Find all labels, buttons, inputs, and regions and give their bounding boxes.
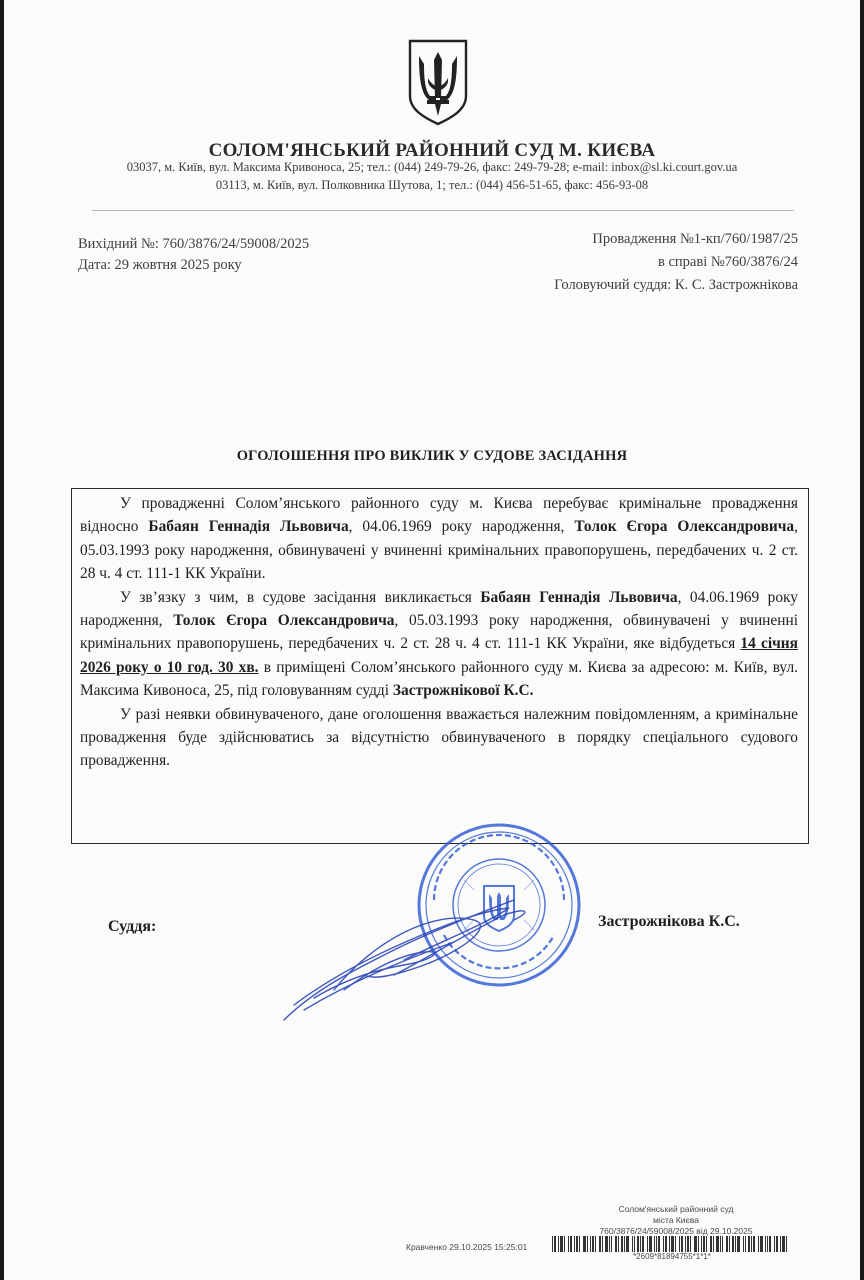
barcode-bar [776, 1236, 778, 1252]
barcode-bar [647, 1236, 648, 1252]
barcode-bar [558, 1236, 559, 1252]
court-address-1: 03037, м. Київ, вул. Максима Кривоноса, 25; тел.: (044) 249-79-26, факс: 249-79-28; e-mail: inbox@sl.ki.court.gov.ua [126, 160, 738, 174]
barcode-bar [729, 1236, 730, 1252]
judge-label: Суддя: [108, 918, 157, 935]
barcode-bar [722, 1236, 723, 1252]
barcode-bar [710, 1236, 712, 1252]
barcode-bar [751, 1236, 752, 1252]
barcode-bar [698, 1236, 699, 1252]
barcode-bar [587, 1236, 588, 1252]
barcode-bar [574, 1236, 575, 1252]
handwritten-signature-icon [274, 880, 544, 1030]
barcode-bar [720, 1236, 721, 1252]
barcode-bar [634, 1236, 635, 1252]
barcode-bar [703, 1236, 705, 1252]
barcode-bar [595, 1236, 596, 1252]
barcode-bar [753, 1236, 755, 1252]
barcode-bar [663, 1236, 664, 1252]
barcode-bar [726, 1236, 728, 1252]
barcode-bar [745, 1236, 746, 1252]
barcode-bar [681, 1236, 683, 1252]
barcode-bar [758, 1236, 759, 1252]
header-divider [92, 210, 794, 211]
document-page [4, 0, 860, 1280]
barcode-bar [590, 1236, 591, 1252]
barcode-bar [579, 1236, 580, 1252]
barcode-bar [658, 1236, 660, 1252]
barcode-bar [649, 1236, 652, 1252]
presiding-judge: Головуючий суддя: К. С. Застрожнікова [554, 277, 798, 293]
barcode-bar [782, 1236, 785, 1252]
barcode-bar [626, 1236, 629, 1252]
barcode-bar [786, 1236, 787, 1252]
barcode-bar [671, 1236, 674, 1252]
barcode-bar [592, 1236, 594, 1252]
barcode-bar [685, 1236, 686, 1252]
barcode-bar [716, 1236, 719, 1252]
barcode-bar [679, 1236, 680, 1252]
barcode-bar [605, 1236, 608, 1252]
barcode-bar [632, 1236, 633, 1252]
court-name: СОЛОМ'ЯНСЬКИЙ РАЙОННИЙ СУД М. КИЄВА [208, 140, 656, 161]
barcode-bar [767, 1236, 768, 1252]
judge-signature-name: Застрожнікова К.С. [598, 913, 740, 930]
barcode-bar [748, 1236, 750, 1252]
barcode-bar [560, 1236, 563, 1252]
barcode-bar [694, 1236, 697, 1252]
barcode-bar [737, 1236, 740, 1252]
judge-name-inline: Застрожнікової К.С. [392, 682, 534, 700]
barcode-bar [690, 1236, 691, 1252]
announcement-body [71, 488, 809, 844]
barcode-bar [732, 1236, 734, 1252]
barcode-bar [568, 1236, 569, 1252]
paragraph-3: У разі неявки обвинуваченого, дане оголошення вважається належним повідомленням, а кримінальне провадження буде здійснюватись за відсутністю обвинуваченого в порядку спеціального судового провадження. [80, 705, 798, 770]
barcode-bar [618, 1236, 619, 1252]
registration-stamp: Солом'янський районний суд міста Києва 760/3876/24/59008/2025 від 29.10.2025 [599, 1204, 753, 1236]
announcement-title: ОГОЛОШЕННЯ ПРО ВИКЛИК У СУДОВЕ ЗАСІДАННЯ [236, 448, 628, 464]
barcode-bar [780, 1236, 781, 1252]
barcode-bar [701, 1236, 702, 1252]
barcode-bar [564, 1236, 565, 1252]
barcode-bar [621, 1236, 623, 1252]
barcode-bar [713, 1236, 714, 1252]
hearing-datetime: 14 січня 2026 року о 10 год. 30 хв. [80, 635, 798, 676]
case-number: в справі №760/3876/24 [658, 254, 798, 270]
barcode-bar [637, 1236, 639, 1252]
barcode-bar [554, 1236, 556, 1252]
barcode-bar [611, 1236, 612, 1252]
barcode-bar [552, 1236, 553, 1252]
barcode-bar [599, 1236, 601, 1252]
defendant-1: Бабаян Геннадія Львовича [480, 588, 678, 606]
barcode-bar [774, 1236, 775, 1252]
barcode-bar [735, 1236, 736, 1252]
barcode-bar [665, 1236, 667, 1252]
barcode-bar [576, 1236, 578, 1252]
barcode-bar [743, 1236, 744, 1252]
barcode-bar [570, 1236, 572, 1252]
barcode-bar [656, 1236, 657, 1252]
document-date: Дата: 29 жовтня 2025 року [78, 257, 242, 273]
barcode-bar [609, 1236, 610, 1252]
barcode-bar [769, 1236, 771, 1252]
barcode-bar [669, 1236, 670, 1252]
paragraph-1: У провадженні Солом’янського районного суду м. Києва перебуває кримінальне провадження відносно Бабаян Геннадія Львовича, 04.06.1969 року народження, Толок Єгора Олександровича, 05.03.1993 року народження, обвинувачені у вчиненні кримінальних правопорушень, передбачених ч. 2 ст. 28 ч. 4 ст. 111-1 КК України. [80, 495, 798, 583]
court-address-2: 03113, м. Київ, вул. Полковника Шутова, 1; тел.: (044) 456-51-65, факс: 456-93-08 [215, 178, 649, 192]
outgoing-number: Вихідний №: 760/3876/24/59008/2025 [78, 236, 310, 252]
case-info [554, 228, 798, 297]
barcode-bar [583, 1236, 586, 1252]
outgoing-info [78, 234, 309, 276]
barcode-icon [552, 1236, 792, 1252]
paragraph-2: У зв’язку з чим, в судове засідання викликається Бабаян Геннадія Львовича, 04.06.1969 року народження, Толок Єгора Олександровича, 05.03.1993 року народження, обвинувачені у вчиненні кримінальних правопорушень, передбачених ч. 2 ст. 28 ч. 4 ст. 111-1 КК України, яке відбудеться 14 січня 2026 року о 10 год. 30 хв. в приміщені Солом’янського районного суду м. Києва за адресою: м. Київ, вул. Максима Кивоноса, 25, під головуванням судді Застрожнікової К.С. [80, 588, 798, 700]
trident-emblem-icon [407, 38, 469, 126]
barcode-bar [706, 1236, 707, 1252]
barcode-bar [654, 1236, 655, 1252]
barcode-number: *2609*81894755*1*1* [633, 1252, 711, 1261]
barcode-bar [602, 1236, 603, 1252]
barcode-bar [640, 1236, 641, 1252]
registrar-info: Кравченко 29.10.2025 15:25:01 [406, 1242, 528, 1252]
barcode-bar [675, 1236, 676, 1252]
barcode-bar [760, 1236, 763, 1252]
barcode-bar [624, 1236, 625, 1252]
defendant-1: Бабаян Геннадія Львовича [148, 518, 349, 536]
defendant-2: Толок Єгора Олександровича [173, 612, 395, 630]
defendant-2: Толок Єгора Олександровича [574, 518, 795, 536]
barcode-bar [687, 1236, 689, 1252]
barcode-bar [765, 1236, 766, 1252]
barcode-bar [615, 1236, 617, 1252]
barcode-bar [642, 1236, 644, 1252]
proceeding-number: Провадження №1-кп/760/1987/25 [592, 231, 798, 247]
